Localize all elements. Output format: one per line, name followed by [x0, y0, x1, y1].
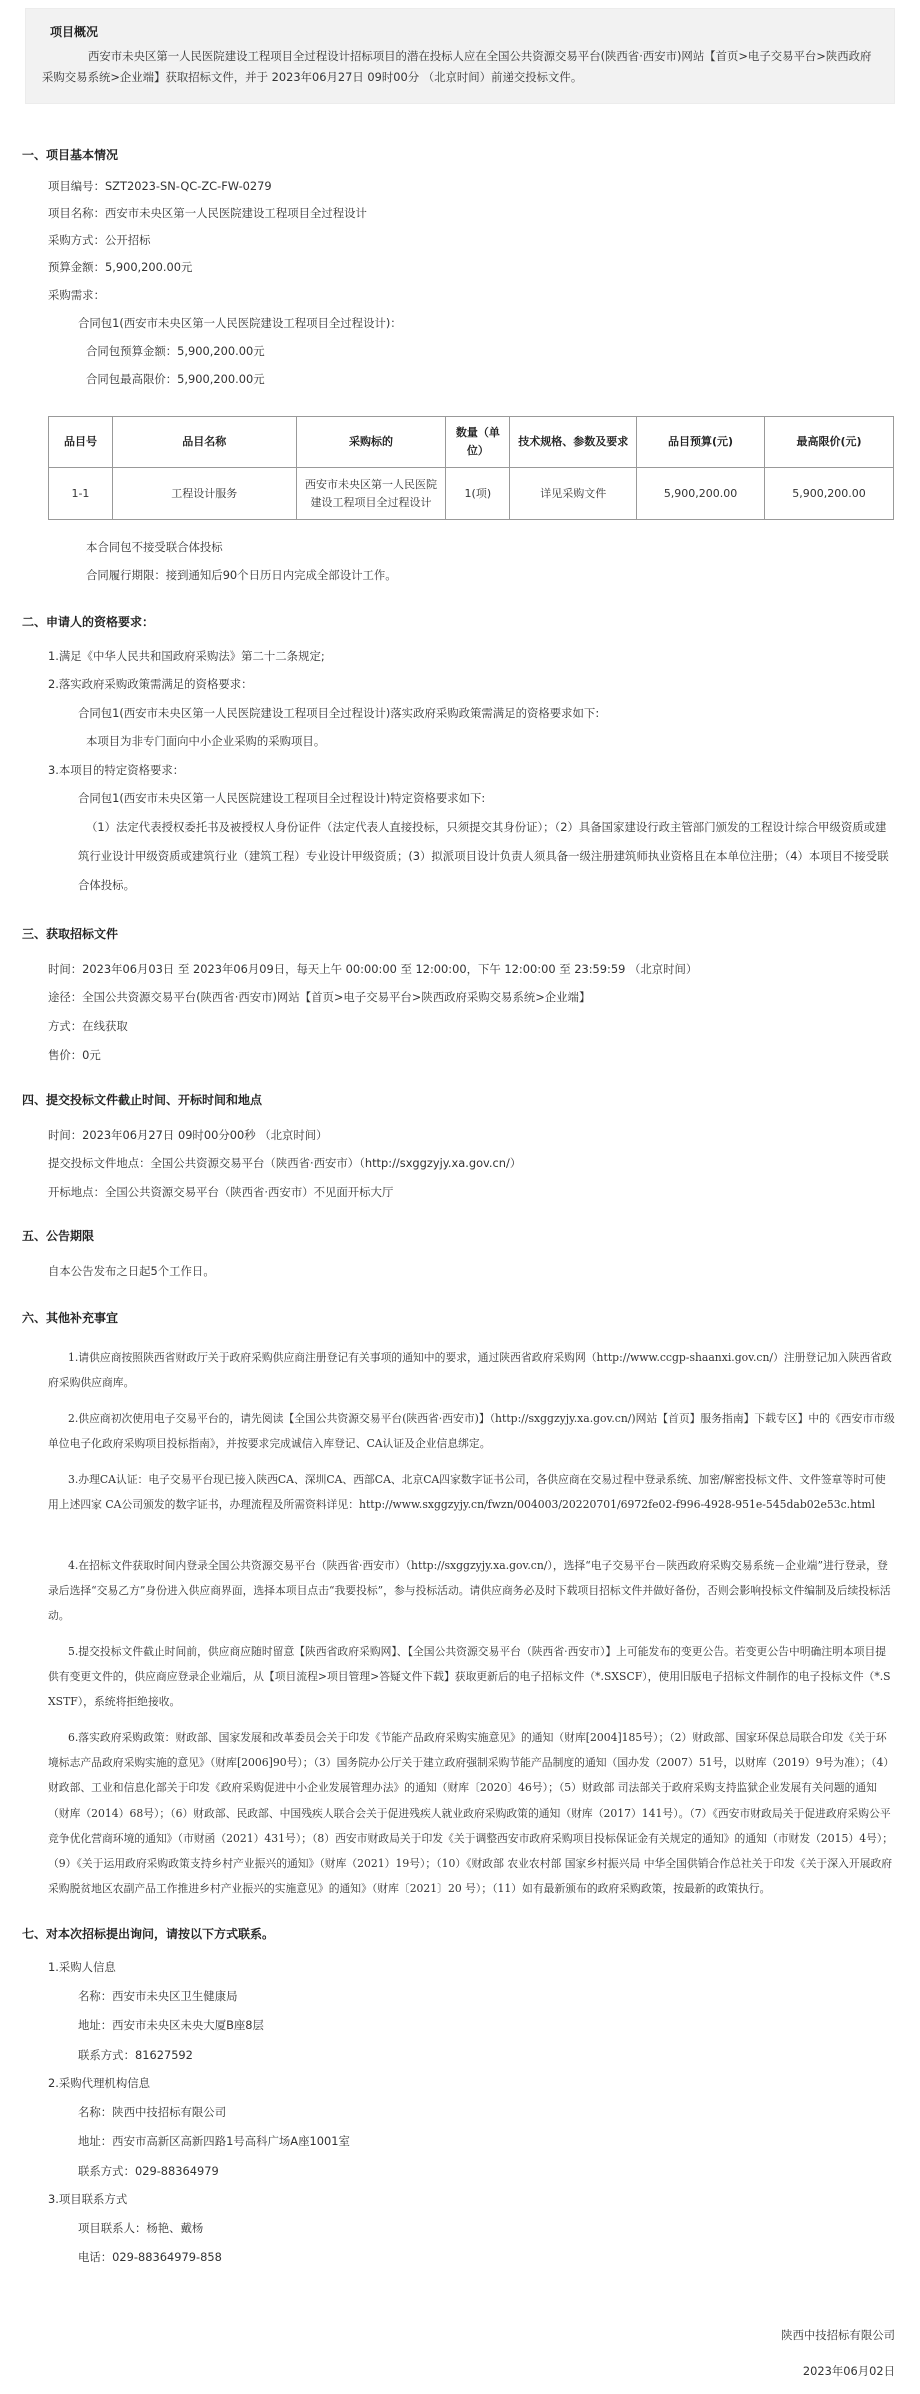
table-header-cell: 采购标的: [296, 417, 446, 468]
announcement-period: 自本公告发布之日起5个工作日。: [48, 1264, 215, 1278]
contract-max-price: 合同包最高限价：5,900,200.00元: [86, 372, 265, 386]
overview-title: 项目概况: [50, 25, 99, 39]
table-cell: 5,900,200.00: [637, 468, 765, 520]
supplement-item-5: 5.提交投标文件截止时间前，供应商应随时留意【陕西省政府采购网】、【全国公共资源交易平台（陕西省·西安市）】上可能发布的变更公告。若变更公告中明确注明本项目提供有变更文件的，供应商应登录企业端后，从【项目流程>项目管理>答疑文件下载】获取更新后的电子招标文件（*.SXSCF），使用旧版电子招标文件制作的电子投标文件（*.SXSTF），系统将拒绝接收。: [48, 1645, 891, 1708]
section-7-title: 七、对本次招标提出询问，请按以下方式联系。: [22, 1927, 275, 1941]
section-4-title: 四、提交投标文件截止时间、开标时间和地点: [22, 1093, 263, 1107]
procurement-method: 采购方式：公开招标: [48, 233, 151, 247]
table-cell: 详见采购文件: [510, 468, 637, 520]
contact-phone: 电话：029-88364979-858: [78, 2250, 222, 2264]
acquire-route: 途径：全国公共资源交易平台(陕西省·西安市)网站【首页>电子交易平台>陕西政府采购交易系统>企业端】: [48, 990, 591, 1004]
items-table: [48, 416, 894, 520]
contact-heading: 3.项目联系方式: [48, 2192, 128, 2206]
table-header-row: [49, 417, 894, 468]
section-5-title: 五、公告期限: [22, 1229, 95, 1243]
buyer-address: 地址：西安市未央区未央大厦B座8层: [78, 2018, 264, 2032]
opening-location: 开标地点：全国公共资源交易平台（陕西省·西安市）不见面开标大厅: [48, 1185, 394, 1199]
deadline-time: 时间：2023年06月27日 09时00分00秒 （北京时间）: [48, 1128, 328, 1142]
table-cell: 西安市未央区第一人民医院建设工程项目全过程设计: [296, 468, 446, 520]
agency-heading: 2.采购代理机构信息: [48, 2076, 150, 2090]
qualification-item-3b: （1）法定代表授权委托书及被授权人身份证件（法定代表人直接投标，只须提交其身份证）；（2）具备国家建设行政主管部门颁发的工程设计综合甲级资质或建筑行业设计甲级资质或建筑行业（建筑工程）专业设计甲级资质；(3）拟派项目设计负责人须具备一级注册建筑师执业资格且在本单位注册；（4）本项目不接受联合体投标。: [78, 820, 889, 892]
contact-person: 项目联系人：杨艳、戴杨: [78, 2221, 204, 2235]
acquire-mode: 方式：在线获取: [48, 1019, 128, 1033]
section-1-title: 一、项目基本情况: [22, 148, 119, 162]
section-2-title: 二、申请人的资格要求：: [22, 615, 155, 629]
table-header-cell: 技术规格、参数及要求: [510, 417, 637, 468]
contract-period: 合同履行期限：接到通知后90个日历日内完成全部设计工作。: [86, 568, 397, 582]
supplement-item-4: 4.在招标文件获取时间内登录全国公共资源交易平台（陕西省·西安市）（http://sxggzyjy.xa.gov.cn/），选择“电子交易平台－陕西政府采购交易系统－企业端”进行登录，登录后选择“交易乙方”身份进入供应商界面，选择本项目点击“我要投标”，参与投标活动。请供应商务必及时下载项目招标文件并做好备份，否则会影响投标文件编制及后续投标活动。: [48, 1559, 891, 1622]
table-cell: 1-1: [49, 468, 113, 520]
submit-location: 提交投标文件地点：全国公共资源交易平台（陕西省·西安市）（http://sxggzyjy.xa.gov.cn/）: [48, 1156, 522, 1170]
no-consortium-note: 本合同包不接受联合体投标: [86, 540, 223, 554]
table-header-cell: 品目号: [49, 417, 113, 468]
qualification-item-2b: 本项目为非专门面向中小企业采购的采购项目。: [86, 734, 326, 748]
overview-text: 西安市未央区第一人民医院建设工程项目全过程设计招标项目的潜在投标人应在全国公共资源交易平台(陕西省·西安市)网站【首页>电子交易平台>陕西政府采购交易系统>企业端】获取招标文件，并于 2023年06月27日 09时00分 （北京时间）前递交投标文件。: [42, 49, 872, 84]
table-row: [49, 468, 894, 520]
acquire-price: 售价：0元: [48, 1048, 101, 1062]
section-6-title: 六、其他补充事宜: [22, 1311, 119, 1325]
table-header-cell: 品目名称: [112, 417, 296, 468]
contract-package: 合同包1(西安市未央区第一人民医院建设工程项目全过程设计)：: [78, 316, 402, 330]
project-name: 项目名称：西安市未央区第一人民医院建设工程项目全过程设计: [48, 206, 367, 220]
qualification-item-3: 3.本项目的特定资格要求：: [48, 763, 185, 777]
qualification-item-2a: 合同包1(西安市未央区第一人民医院建设工程项目全过程设计)落实政府采购政策需满足的资格要求如下:: [78, 706, 600, 720]
table-header-cell: 品目预算(元): [637, 417, 765, 468]
supplement-item-1: 1.请供应商按照陕西省财政厅关于政府采购供应商注册登记有关事项的通知中的要求，通过陕西省政府采购网（http://www.ccgp-shaanxi.gov.cn/）注册登记加入陕西省政府采购供应商库。: [48, 1351, 892, 1389]
project-number: 项目编号：SZT2023-SN-QC-ZC-FW-0279: [48, 179, 272, 193]
table-cell: 5,900,200.00: [765, 468, 894, 520]
section-3-title: 三、获取招标文件: [22, 927, 119, 941]
agency-name: 名称：陕西中技招标有限公司: [78, 2105, 227, 2119]
agency-phone: 联系方式：029-88364979: [78, 2164, 219, 2178]
table-cell: 1(项): [446, 468, 510, 520]
budget-amount: 预算金额：5,900,200.00元: [48, 260, 193, 274]
agency-address: 地址：西安市高新区高新四路1号高科广场A座1001室: [78, 2134, 350, 2148]
signature-company: 陕西中技招标有限公司: [781, 2328, 895, 2342]
acquire-time: 时间：2023年06月03日 至 2023年06月09日，每天上午 00:00:00 至 12:00:00，下午 12:00:00 至 23:59:59 （北京时间）: [48, 962, 698, 976]
buyer-heading: 1.采购人信息: [48, 1960, 116, 1974]
buyer-phone: 联系方式：81627592: [78, 2048, 193, 2062]
contract-budget: 合同包预算金额：5,900,200.00元: [86, 344, 265, 358]
signature-date: 2023年06月02日: [802, 2364, 895, 2378]
table-header-cell: 最高限价(元): [765, 417, 894, 468]
buyer-name: 名称：西安市未央区卫生健康局: [78, 1989, 238, 2003]
supplement-item-3: 3.办理CA认证：电子交易平台现已接入陕西CA、深圳CA、西部CA、北京CA四家数字证书公司，各供应商在交易过程中登录系统、加密/解密投标文件、文件签章等时可使用上述四家 CA公司颁发的数字证书，办理流程及所需资料详见：http://www.sxggzyjy.cn/fwzn/004003/20220701/6972fe02-f996-4928-951e-545dab02e53c.html: [48, 1473, 886, 1511]
table-cell: 工程设计服务: [112, 468, 296, 520]
procurement-demand: 采购需求：: [48, 288, 105, 302]
supplement-item-6: 6.落实政府采购政策：财政部、国家发展和改革委员会关于印发《节能产品政府采购实施意见》的通知（财库[2004]185号）；（2）财政部、国家环保总局联合印发《关于环境标志产品政府采购实施的意见》（财库[2006]90号）；（3）国务院办公厅关于建立政府强制采购节能产品制度的通知（国办发（2007）51号，以财库（2019）9号为准）；（4）财政部、工业和信息化部关于印发《政府采购促进中小企业发展管理办法》的通知（财库〔2020〕46号）；（5）财政部 司法部关于政府采购支持监狱企业发展有关问题的通知（财库（2014）68号）；（6）财政部、民政部、中国残疾人联合会关于促进残疾人就业政府采购政策的通知（财库（2017）141号）。（7）《西安市财政局关于促进政府采购公平竞争优化营商环境的通知》（市财函（2021）431号）；（8）西安市财政局关于印发《关于调整西安市政府采购项目投标保证金有关规定的通知》的通知（市财发（2015）4号）；（9）《关于运用政府采购政策支持乡村产业振兴的通知》（财库（2021）19号）；（10）《财政部 农业农村部 国家乡村振兴局 中华全国供销合作总社关于印发《关于深入开展政府采购脱贫地区农副产品工作推进乡村产业振兴的实施意见》的通知》（财库〔2021〕20 号）；（11）如有最新颁布的政府采购政策，按最新的政策执行。: [48, 1731, 895, 1896]
supplement-item-2: 2.供应商初次使用电子交易平台的，请先阅读【全国公共资源交易平台(陕西省·西安市)】（http://sxggzyjy.xa.gov.cn/)网站【首页】服务指南】下载专区】中的《西安市市级单位电子化政府采购项目投标指南》，并按要求完成诚信入库登记、CA认证及企业信息绑定。: [48, 1412, 895, 1450]
project-overview-box: [25, 8, 895, 104]
qualification-item-2: 2.落实政府采购政策需满足的资格要求：: [48, 677, 253, 691]
table-header-cell: 数量（单位）: [446, 417, 510, 468]
qualification-item-3a: 合同包1(西安市未央区第一人民医院建设工程项目全过程设计)特定资格要求如下:: [78, 791, 486, 805]
qualification-item-1: 1.满足《中华人民共和国政府采购法》第二十二条规定;: [48, 649, 325, 663]
